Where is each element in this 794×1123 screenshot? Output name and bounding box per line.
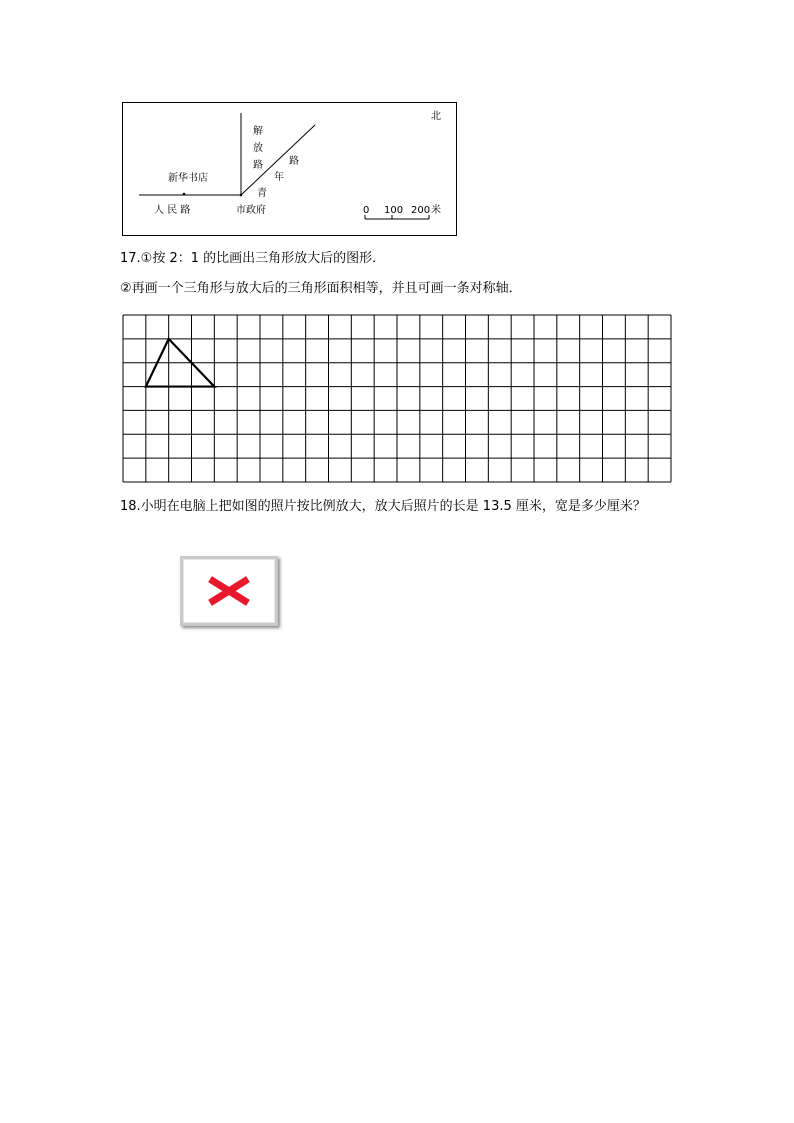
question-18-text: 18.小明在电脑上把如图的照片按比例放大，放大后照片的长是 13.5 厘米，宽是多少厘米？ [120, 499, 646, 514]
jiefang-road-char-2: 放 [253, 143, 263, 154]
scale-tick-100: 100 [384, 205, 404, 216]
scale-unit: 米 [431, 205, 441, 216]
jiefang-road-char-1: 解 [253, 126, 263, 137]
bookstore-dot [183, 193, 186, 196]
question-17-line-1: 17.①按 2：1 的比画出三角形放大后的图形． [120, 251, 386, 266]
north-label: 北 [431, 111, 441, 122]
qingnian-road-char-3: 青 [257, 188, 267, 199]
city-hall-dot [240, 194, 243, 197]
broken-image-x-icon [183, 559, 275, 623]
qingnian-road-char-2: 年 [274, 172, 284, 183]
bookstore-label: 新华书店 [168, 173, 208, 184]
map-lines [123, 103, 458, 237]
renmin-road-label: 人 民 路 [154, 205, 191, 216]
photo-placeholder [180, 556, 278, 626]
question-17-line-2: ②再画一个三角形与放大后的三角形面积相等，并且可画一条对称轴． [120, 281, 522, 296]
scale-tick-200: 200 [411, 205, 431, 216]
jiefang-road-char-3: 路 [253, 160, 263, 171]
map-figure [122, 102, 457, 236]
drawing-grid [122, 314, 674, 484]
scale-tick-0: 0 [363, 205, 370, 216]
city-hall-label: 市政府 [236, 205, 266, 216]
qingnian-road-char-1: 路 [289, 156, 299, 167]
